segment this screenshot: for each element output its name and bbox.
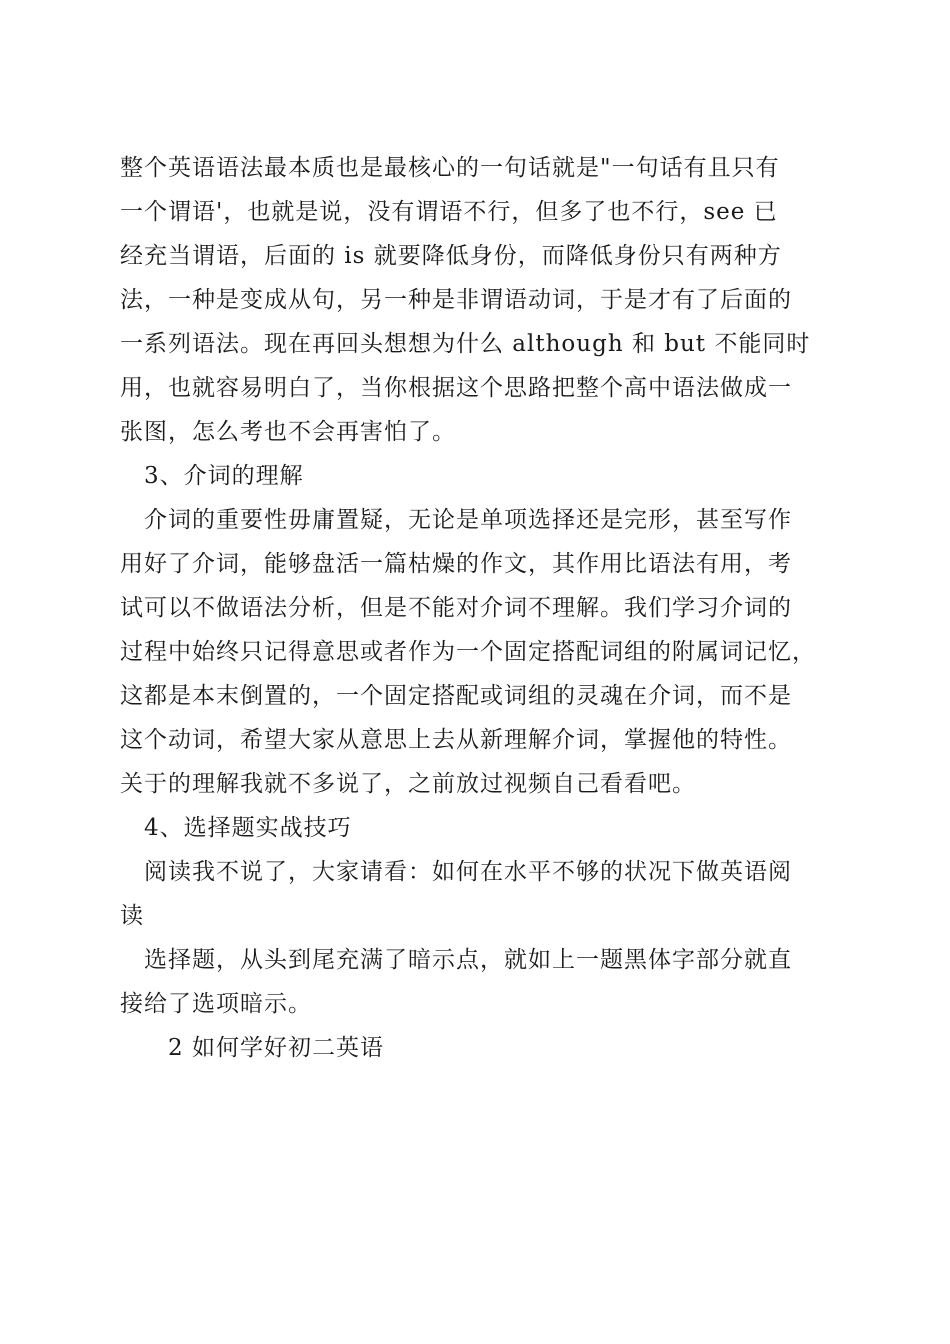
text-line: 接给了选项暗示。 [120, 991, 312, 1017]
section-title: 2 如何学好初二英语 [168, 1035, 384, 1061]
heading-choice-tips: 4、选择题实战技巧 [144, 815, 352, 841]
text-line: 一系列语法。现在再回头想想为什么 although 和 but 不能同时 [120, 331, 811, 357]
text-line: 读 [120, 903, 144, 929]
text-line: 这都是本末倒置的，一个固定搭配或词组的灵魂在介词，而不是 [120, 683, 792, 709]
text-line: 经充当谓语，后面的 is 就要降低身份，而降低身份只有两种方 [120, 243, 782, 269]
text-line: 介词的重要性毋庸置疑，无论是单项选择还是完形，甚至写作 [144, 507, 792, 533]
text-line: 用好了介词，能够盘活一篇枯燥的作文，其作用比语法有用，考 [120, 551, 792, 577]
paragraph-prepositions [120, 498, 850, 806]
text-line: 整个英语语法最本质也是最核心的一句话就是"一句话有且只有 [120, 155, 780, 181]
text-line: 一个谓语'，也就是说，没有谓语不行，但多了也不行，see 已 [120, 199, 778, 225]
text-line: 法，一种是变成从句，另一种是非谓语动词，于是才有了后面的 [120, 287, 792, 313]
heading-prepositions: 3、介词的理解 [144, 463, 304, 489]
document-body [120, 146, 850, 1070]
text-line: 关于的理解我就不多说了，之前放过视频自己看看吧。 [120, 771, 696, 797]
paragraph-grammar-core [120, 146, 850, 454]
text-line: 过程中始终只记得意思或者作为一个固定搭配词组的附属词记忆， [120, 639, 816, 665]
text-line: 阅读我不说了，大家请看：如何在水平不够的状况下做英语阅 [144, 859, 792, 885]
text-line: 这个动词，希望大家从意思上去从新理解介词，掌握他的特性。 [120, 727, 792, 753]
text-line: 张图，怎么考也不会再害怕了。 [120, 419, 456, 445]
text-line: 试可以不做语法分析，但是不能对介词不理解。我们学习介词的 [120, 595, 792, 621]
paragraph-reading [120, 850, 850, 938]
paragraph-choice [120, 938, 850, 1026]
text-line: 选择题，从头到尾充满了暗示点，就如上一题黑体字部分就直 [144, 947, 792, 973]
text-line: 用，也就容易明白了，当你根据这个思路把整个高中语法做成一 [120, 375, 792, 401]
